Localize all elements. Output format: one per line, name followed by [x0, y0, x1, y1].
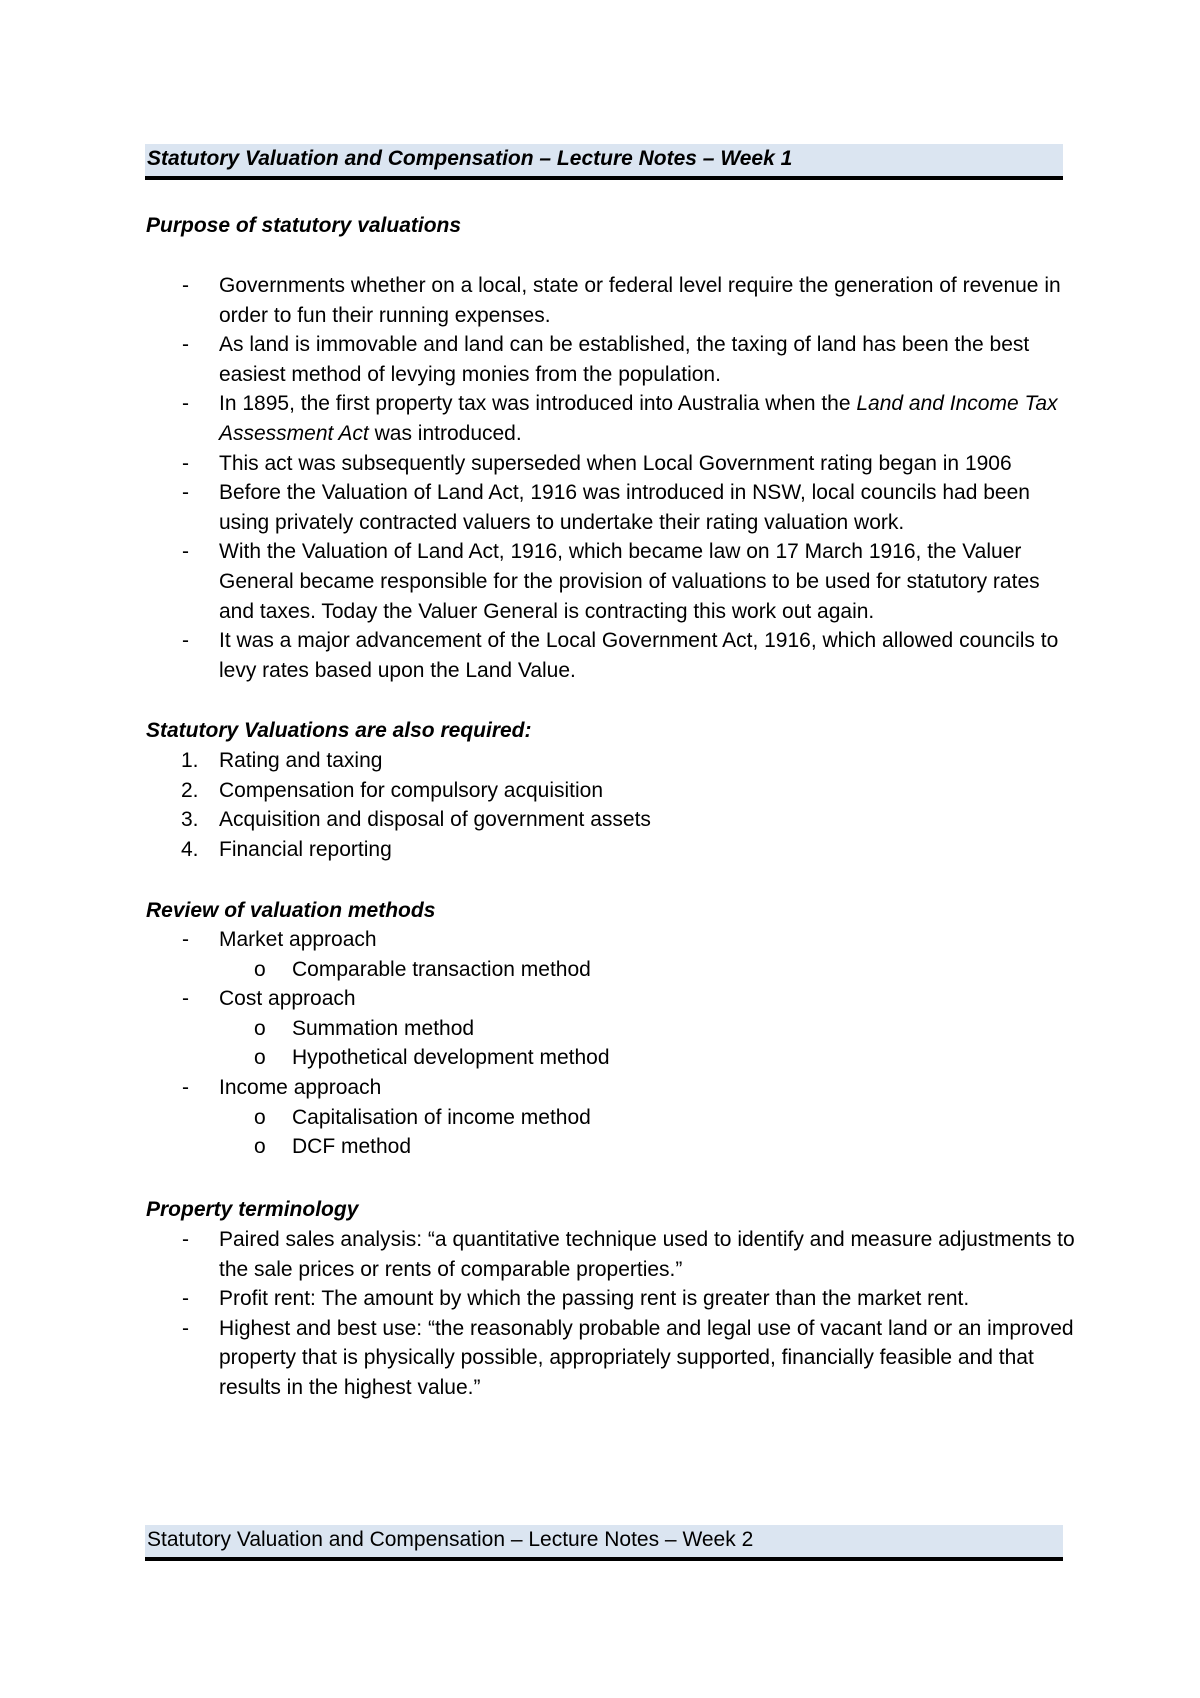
list-item: 2. Compensation for compulsory acquisition	[181, 778, 604, 802]
week1-header-text: Statutory Valuation and Compensation – Lecture Notes – Week 1	[147, 147, 793, 170]
required-list	[146, 746, 1076, 864]
week1-header	[145, 144, 1063, 180]
list-item: 4. Financial reporting	[181, 837, 392, 861]
list-item: - As land is immovable and land can be established, the taxing of land has been the best easiest method of levying monies from the population.	[182, 333, 1030, 386]
list-item: - This act was subsequently superseded when Local Government rating began in 1906	[182, 451, 1012, 475]
list-item: - Before the Valuation of Land Act, 1916 was introduced in NSW, local councils had been using privately contracted valuers to undertake their rating valuation work.	[182, 481, 1030, 534]
list-item: - With the Valuation of Land Act, 1916, which became law on 17 March 1916, the Valuer General became responsible for the provision of valuations to be used for statutory rates and taxes. Today the Valuer General is contracting this work out again.	[182, 540, 1040, 623]
sub-list-item: o Summation method	[254, 1016, 475, 1040]
list-item: - Income approach	[182, 1075, 382, 1099]
week2-header-text: Statutory Valuation and Compensation – Lecture Notes – Week 2	[147, 1528, 754, 1551]
sub-list-item: o Capitalisation of income method	[254, 1105, 591, 1129]
list-item: - Market approach	[182, 928, 377, 951]
list-item: - Profit rent: The amount by which the passing rent is greater than the market rent.	[182, 1287, 970, 1311]
purpose-list	[146, 271, 1076, 685]
act-name: Land and Income Tax Assessment Act	[219, 392, 1058, 445]
list-item: - Highest and best use: “the reasonably probable and legal use of vacant land or an improved property that is physically possible, appropriately supported, financially feasible and that results in the highest value.”	[182, 1316, 1074, 1399]
list-item: - Paired sales analysis: “a quantitative technique used to identify and measure adjustments to the sale prices or rents of comparable properties.”	[182, 1228, 1075, 1281]
terminology-title: Property terminology	[146, 1198, 359, 1221]
sub-list-item: o Hypothetical development method	[254, 1046, 610, 1070]
list-item: - It was a major advancement of the Local Government Act, 1916, which allowed councils to levy rates based upon the Land Value.	[182, 629, 1059, 682]
purpose-title: Purpose of statutory valuations	[146, 214, 462, 237]
terminology-list	[146, 1225, 1076, 1403]
sub-list-item: o DCF method	[254, 1135, 412, 1159]
sub-list-item: o Comparable transaction method	[254, 957, 591, 981]
methods-list	[146, 925, 1076, 1162]
list-item: 3. Acquisition and disposal of government assets	[181, 808, 651, 832]
list-item: 1. Rating and taxing	[181, 749, 383, 772]
week2-header	[145, 1525, 1063, 1561]
required-title: Statutory Valuations are also required:	[146, 719, 532, 742]
list-item: - Governments whether on a local, state or federal level require the generation of revenue in order to fun their running expenses.	[182, 274, 1061, 327]
methods-title: Review of valuation methods	[146, 899, 436, 922]
list-item: - In 1895, the first property tax was introduced into Australia when the Land and Income Tax Assessment Act was introduced.	[182, 392, 1058, 445]
list-item: - Cost approach	[182, 987, 356, 1011]
